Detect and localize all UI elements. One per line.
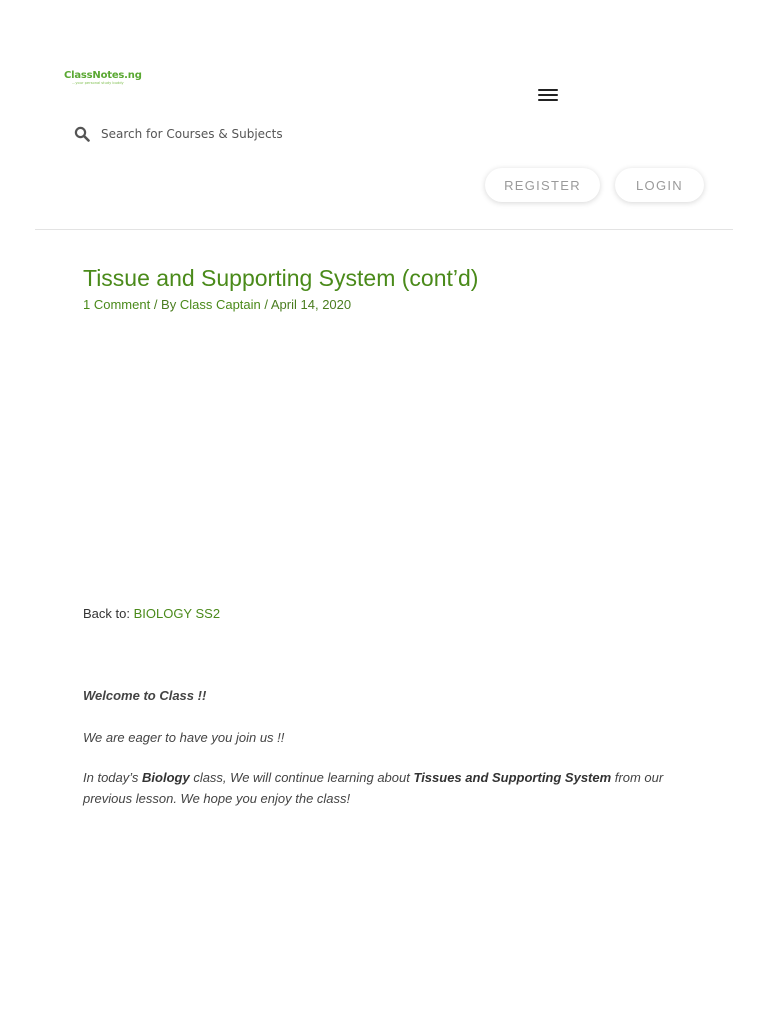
intro-text: In today’s [83,770,143,785]
author-link[interactable]: Class Captain [179,297,261,312]
comments-link[interactable]: 1 Comment [83,297,151,312]
intro-text: from our previous lesson. We hope you enjoy the class! [83,770,664,806]
page-title: Tissue and Supporting System (cont’d) [83,265,479,291]
register-button[interactable]: REGISTER [485,168,600,202]
site-logo[interactable] [64,70,142,91]
logo-text: ClassNotes.ng [64,70,142,81]
hamburger-menu-icon[interactable] [537,86,559,104]
course-link[interactable]: BIOLOGY SS2 [133,606,221,621]
subject-name: Biology [142,770,190,785]
menu-bar [538,89,558,91]
search-input[interactable] [101,127,461,141]
search-form [74,120,474,148]
welcome-text: Welcome to Class !! [83,688,207,703]
logo-tagline: ...your personal study buddy [72,81,124,85]
intro-paragraph [83,767,683,809]
login-button[interactable]: LOGIN [615,168,704,202]
menu-bar [538,99,558,101]
intro-text: class, We will continue learning about [189,770,414,785]
meta-separator: / [260,297,271,312]
post-meta [83,297,351,312]
topic-name: Tissues and Supporting System [413,770,612,785]
header-divider [35,229,733,230]
eager-text: We are eager to have you join us !! [83,730,285,745]
menu-bar [538,94,558,96]
post-date: April 14, 2020 [270,297,352,312]
back-to-label: Back to: [83,606,134,621]
meta-separator: / By [150,297,180,312]
back-to [83,606,220,621]
search-icon[interactable] [74,126,90,142]
